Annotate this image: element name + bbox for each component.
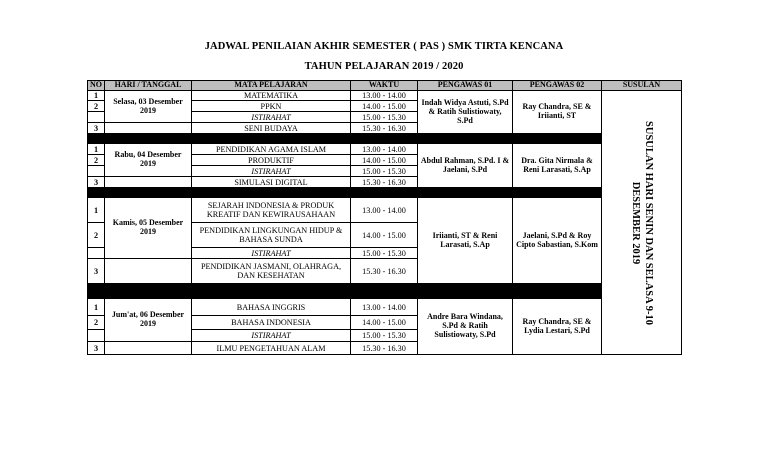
header-pengawas-01: PENGAWAS 01 — [418, 81, 513, 91]
day-separator — [88, 284, 682, 299]
subject-cell: PPKN — [192, 101, 351, 112]
time-cell: 15.00 - 15.30 — [351, 248, 418, 259]
subject-cell: PENDIDIKAN JASMANI, OLAHRAGA, DAN KESEHATAN — [192, 259, 351, 284]
row-number: 2 — [88, 155, 105, 166]
header-pengawas-02: PENGAWAS 02 — [513, 81, 602, 91]
row-number: 2 — [88, 101, 105, 112]
subject-cell: PRODUKTIF — [192, 155, 351, 166]
subject-cell: ISTIRAHAT — [192, 166, 351, 177]
table-row — [88, 144, 682, 155]
subject-cell: SIMULASI DIGITAL — [192, 177, 351, 188]
time-cell: 15.30 - 16.30 — [351, 123, 418, 134]
table-row — [88, 91, 682, 101]
time-cell: 14.00 - 15.00 — [351, 155, 418, 166]
pengawas-02-cell: Jaelani, S.Pd & Roy Cipto Sabastian, S.Kom — [513, 198, 602, 284]
time-cell: 13.00 - 14.00 — [351, 91, 418, 101]
time-cell: 15.00 - 15.30 — [351, 166, 418, 177]
pengawas-02-cell: Dra. Gita Nirmala & Reni Larasati, S.Ap — [513, 144, 602, 188]
document-title: JADWAL PENILAIAN AKHIR SEMESTER ( PAS ) SMK TIRTA KENCANA — [204, 41, 564, 52]
subject-cell: ISTIRAHAT — [192, 112, 351, 123]
row-number — [88, 330, 105, 342]
day-separator — [88, 134, 682, 144]
subject-cell: SENI BUDAYA — [192, 123, 351, 134]
row-number — [88, 112, 105, 123]
time-cell: 13.00 - 14.00 — [351, 144, 418, 155]
row-number: 3 — [88, 123, 105, 134]
time-cell: 15.30 - 16.30 — [351, 342, 418, 355]
day-cell: Kamis, 05 Desember 2019 — [105, 198, 192, 259]
day-cell: Selasa, 03 Desember 2019 — [105, 91, 192, 123]
row-number: 3 — [88, 342, 105, 355]
header-day: HARI / TANGGAL — [105, 81, 192, 91]
document-subtitle: TAHUN PELAJARAN 2019 / 2020 — [304, 61, 464, 72]
subject-cell: MATEMATIKA — [192, 91, 351, 101]
table-row — [88, 299, 682, 316]
row-number: 3 — [88, 177, 105, 188]
subject-cell: ISTIRAHAT — [192, 330, 351, 342]
time-cell: 14.00 - 15.00 — [351, 223, 418, 248]
row-number: 1 — [88, 91, 105, 101]
day-cell-blank — [105, 342, 192, 355]
day-separator — [88, 188, 682, 198]
subject-cell: ISTIRAHAT — [192, 248, 351, 259]
table-row — [88, 198, 682, 223]
time-cell: 14.00 - 15.00 — [351, 316, 418, 330]
row-number: 2 — [88, 316, 105, 330]
pengawas-01-cell: Iriianti, ST & Reni Larasati, S.Ap — [418, 198, 513, 284]
row-number: 2 — [88, 223, 105, 248]
time-cell: 15.00 - 15.30 — [351, 112, 418, 123]
time-cell: 15.30 - 16.30 — [351, 259, 418, 284]
header-no: NO — [88, 81, 105, 91]
time-cell: 13.00 - 14.00 — [351, 198, 418, 223]
schedule-table — [87, 80, 682, 355]
row-number: 1 — [88, 144, 105, 155]
header-row — [88, 81, 682, 91]
pengawas-02-cell: Ray Chandra, SE & Lydia Lestari, S.Pd — [513, 299, 602, 355]
subject-cell: PENDIDIKAN LINGKUNGAN HIDUP & BAHASA SUNDA — [192, 223, 351, 248]
day-cell: Rabu, 04 Desember 2019 — [105, 144, 192, 177]
pengawas-01-cell: Indah Widya Astuti, S.Pd & Ratih Sulistiowaty, S.Pd — [418, 91, 513, 134]
header-subject: MATA PELAJARAN — [192, 81, 351, 91]
row-number: 1 — [88, 198, 105, 223]
header-susulan: SUSULAN — [602, 81, 682, 91]
row-number — [88, 166, 105, 177]
subject-cell: PENDIDIKAN AGAMA ISLAM — [192, 144, 351, 155]
day-cell: Jum'at, 06 Desember 2019 — [105, 299, 192, 342]
day-cell-blank — [105, 123, 192, 134]
time-cell: 15.30 - 16.30 — [351, 177, 418, 188]
day-cell-blank — [105, 177, 192, 188]
susulan-cell — [602, 91, 682, 355]
time-cell: 14.00 - 15.00 — [351, 101, 418, 112]
subject-cell: BAHASA INGGRIS — [192, 299, 351, 316]
time-cell: 15.00 - 15.30 — [351, 330, 418, 342]
day-cell-blank — [105, 259, 192, 284]
pengawas-01-cell: Andre Bara Windana, S.Pd & Ratih Sulistiowaty, S.Pd — [418, 299, 513, 355]
pengawas-01-cell: Abdul Rahman, S.Pd. I & Jaelani, S.Pd — [418, 144, 513, 188]
subject-cell: BAHASA INDONESIA — [192, 316, 351, 330]
time-cell: 13.00 - 14.00 — [351, 299, 418, 316]
susulan-note: SUSULAN HARI SENIN DAN SELASA 9-10 DESEMBER 2019 — [629, 120, 654, 325]
header-time: WAKTU — [351, 81, 418, 91]
row-number — [88, 248, 105, 259]
row-number: 1 — [88, 299, 105, 316]
pengawas-02-cell: Ray Chandra, SE & Iriianti, ST — [513, 91, 602, 134]
row-number: 3 — [88, 259, 105, 284]
subject-cell: SEJARAH INDONESIA & PRODUK KREATIF DAN KEWIRAUSAHAAN — [192, 198, 351, 223]
subject-cell: ILMU PENGETAHUAN ALAM — [192, 342, 351, 355]
